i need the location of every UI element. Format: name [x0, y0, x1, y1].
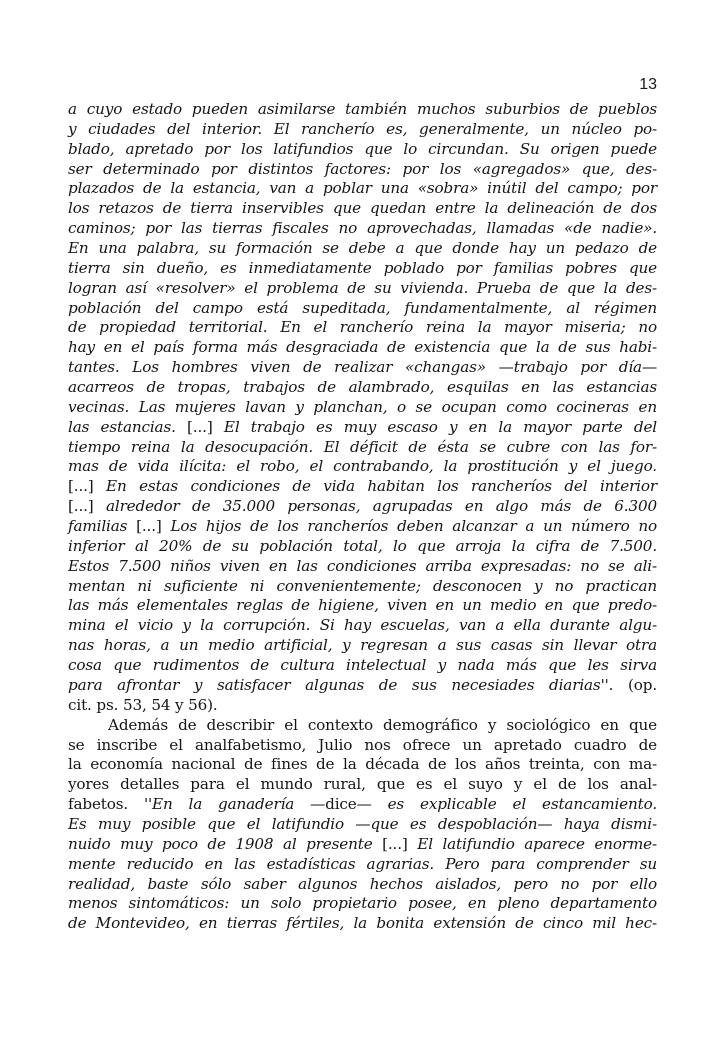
roman-text: [...] [68, 497, 94, 516]
text-line [68, 755, 657, 775]
italic-text: menos sintomáticos: un solo propietario posee, en pleno departamento [68, 894, 657, 913]
italic-text: caminos; por las tierras fiscales no aprovechadas, llamadas «de nadie». [68, 219, 657, 238]
text-line [68, 835, 657, 855]
roman-text: [...] [136, 517, 162, 536]
text-line [68, 338, 657, 358]
roman-text: fabetos. '' [68, 795, 153, 814]
italic-text: En una palabra, su formación se debe a que donde hay un pedazo de [68, 239, 657, 258]
text-line [68, 418, 657, 438]
italic-text: tantes. Los hombres viven de realizar «changas» —trabajo por día— [68, 358, 657, 377]
page-number: 13 [639, 76, 657, 93]
text-line [68, 259, 657, 279]
italic-text: de propiedad territorial. En el rancherío reina la mayor miseria; no [68, 318, 657, 337]
text-line [68, 716, 657, 736]
italic-text: alrededor de 35.000 personas, agrupadas en algo más de 6.300 [93, 497, 657, 516]
text-line [68, 894, 657, 914]
text-line [68, 438, 657, 458]
italic-text: población del campo está supeditada, fundamentalmente, al régimen [68, 298, 657, 317]
italic-text: las estancias. [68, 417, 188, 436]
italic-text: mina el vicio y la corrupción. Si hay escuelas, van a ella durante algu- [68, 616, 657, 635]
text-line [68, 537, 657, 557]
roman-text: la economía nacional de fines de la década de los años treinta, con ma- [68, 755, 657, 774]
text-line [68, 279, 657, 299]
roman-text: cit. ps. 53, 54 y 56). [68, 695, 218, 714]
italic-text: Es muy posible que el latifundio —que es despoblación— haya dismi- [68, 814, 657, 833]
text-line [68, 577, 657, 597]
italic-text: los retazos de tierra inservibles que quedan entre la delineación de dos [68, 199, 657, 218]
italic-text: En estas condiciones de vida habitan los rancheríos del interior [93, 477, 657, 496]
text-line [68, 914, 657, 934]
italic-text: para afrontar y satisfacer algunas de sus necesiades diarias [68, 675, 601, 694]
text-line [68, 676, 657, 696]
text-line [68, 656, 657, 676]
block-quote [68, 100, 657, 716]
text-line [68, 219, 657, 239]
italic-text: las más elementales reglas de higiene, viven en un medio en que predo- [68, 596, 657, 615]
text-line [68, 299, 657, 319]
text-line [68, 378, 657, 398]
italic-text: inferior al 20% de su población total, lo que arroja la cifra de 7.500. [68, 536, 657, 555]
text-line [68, 120, 657, 140]
text-line [68, 457, 657, 477]
page-body [68, 100, 657, 934]
italic-text: familias [68, 517, 137, 536]
italic-text: y ciudades del interior. El rancherío es, generalmente, un núcleo po- [68, 119, 657, 138]
italic-text: El trabajo es muy escaso y en la mayor parte del [212, 417, 658, 436]
text-line [68, 636, 657, 656]
italic-text: mentan ni suficiente ni convenientemente; desconocen y no practican [68, 576, 657, 595]
text-line [68, 557, 657, 577]
italic-text: nuido muy poco de 1908 al presente [68, 834, 383, 853]
text-line [68, 477, 657, 497]
italic-text: blado, apretado por los latifundios que lo circundan. Su origen puede [68, 139, 657, 158]
italic-text: realidad, baste sólo saber algunos hechos aislados, pero no por ello [68, 874, 657, 893]
italic-text: es explicable el estancamiento. [371, 795, 657, 814]
roman-text: yores detalles para el mundo rural, que es el suyo y el de los anal- [68, 775, 657, 794]
italic-text: plazados de la estancia, van a poblar una «sobra» inútil del campo; por [68, 179, 657, 198]
italic-text: hay en el país forma más desgraciada de existencia que la de sus habi- [68, 338, 657, 357]
text-line [68, 239, 657, 259]
italic-text: Los hijos de los rancheríos deben alcanzar a un número no [161, 517, 657, 536]
text-line [68, 875, 657, 895]
text-line [68, 179, 657, 199]
italic-text: cosa que rudimentos de cultura intelectual y nada más que les sirva [68, 656, 657, 675]
text-line [68, 736, 657, 756]
roman-text: ''. (op. [600, 675, 657, 694]
body-paragraph [68, 716, 657, 934]
text-line [68, 517, 657, 537]
roman-text: —dice— [310, 795, 372, 814]
italic-text: En la ganadería [152, 795, 311, 814]
italic-text: a cuyo estado pueden asimilarse también muchos suburbios de pueblos [68, 100, 657, 118]
italic-text: de Montevideo, en tierras fértiles, la bonita extensión de cinco mil hec- [68, 914, 657, 933]
text-line [68, 199, 657, 219]
italic-text: mente reducido en las estadísticas agrarias. Pero para comprender su [68, 854, 657, 873]
italic-text: ser determinado por distintos factores: por los «agregados» que, des- [68, 159, 657, 178]
italic-text: tierra sin dueño, es inmediatamente poblado por familias pobres que [68, 258, 657, 277]
text-line [68, 795, 657, 815]
roman-text: se inscribe el analfabetismo, Julio nos ofrece un apretado cuadro de [68, 735, 657, 754]
text-line [68, 358, 657, 378]
italic-text: tiempo reina la desocupación. El déficit de ésta se cubre con las for- [68, 437, 657, 456]
text-line [68, 100, 657, 120]
roman-text: [...] [68, 477, 94, 496]
roman-text: [...] [187, 417, 213, 436]
text-line [68, 140, 657, 160]
roman-text: [...] [382, 834, 408, 853]
text-line [68, 318, 657, 338]
italic-text: nas horas, a un medio artificial, y regresan a sus casas sin llevar otra [68, 636, 657, 655]
text-line [68, 398, 657, 418]
italic-text: El latifundio aparece enorme- [407, 834, 657, 853]
italic-text: Estos 7.500 niños viven en las condiciones arriba expresadas: no se ali- [68, 556, 657, 575]
roman-text: Además de describir el contexto demográfico y sociológico en que [108, 715, 657, 734]
italic-text: logran así «resolver» el problema de su vivienda. Prueba de que la des- [68, 278, 657, 297]
text-line [68, 160, 657, 180]
text-line [68, 616, 657, 636]
italic-text: vecinas. Las mujeres lavan y planchan, o se ocupan como cocineras en [68, 397, 657, 416]
text-line [68, 775, 657, 795]
text-line [68, 596, 657, 616]
italic-text: mas de vida ilícita: el robo, el contrabando, la prostitución y el juego. [68, 457, 657, 476]
text-line [68, 497, 657, 517]
italic-text: acarreos de tropas, trabajos de alambrado, esquilas en las estancias [68, 378, 657, 397]
text-line [68, 815, 657, 835]
text-line [68, 855, 657, 875]
text-line [68, 696, 657, 716]
